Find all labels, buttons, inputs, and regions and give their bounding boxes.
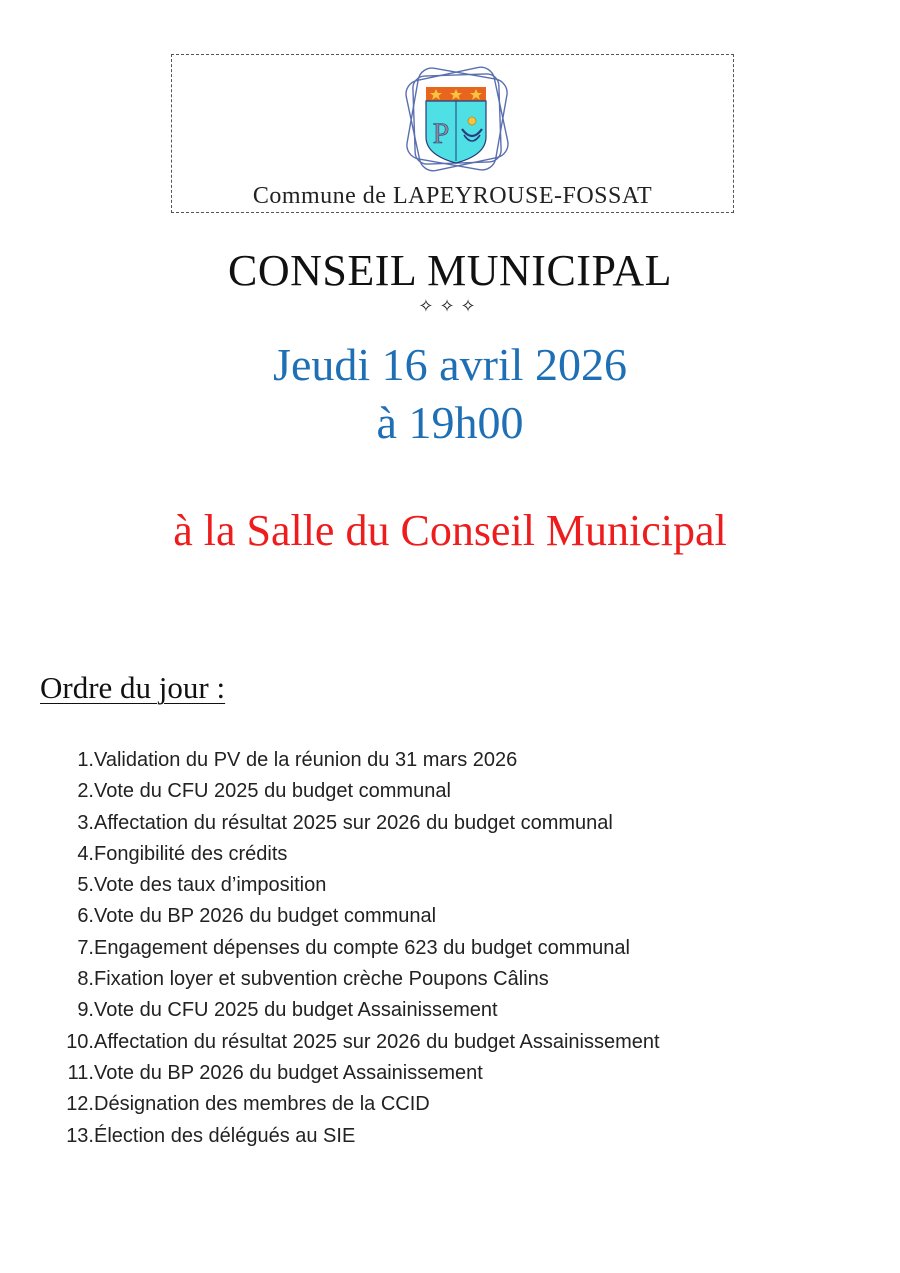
agenda-item-number: 6. xyxy=(77,905,94,928)
agenda-item-number: 11. xyxy=(67,1061,94,1084)
agenda-item xyxy=(60,901,660,932)
agenda-item-number: 8. xyxy=(77,968,94,991)
ornament-stars: ✧✧✧ xyxy=(418,296,482,317)
agenda-item-text: Vote du CFU 2025 du budget Assainissement xyxy=(94,999,498,1022)
agenda-item-number: 4. xyxy=(77,842,94,865)
logo-letter: P xyxy=(432,117,450,150)
agenda-item xyxy=(60,995,660,1026)
commune-name: Commune de LAPEYROUSE-FOSSAT xyxy=(252,183,653,209)
agenda-item-text: Vote des taux d’imposition xyxy=(94,874,327,897)
agenda-item xyxy=(60,808,660,839)
agenda-item-number: 2. xyxy=(77,780,94,803)
meeting-time: à 19h00 xyxy=(376,397,524,448)
agenda-item-text: Fongibilité des crédits xyxy=(94,842,288,865)
agenda-item-number: 10. xyxy=(66,1030,94,1053)
agenda-item xyxy=(60,964,660,995)
agenda-item-text: Engagement dépenses du compte 623 du budget communal xyxy=(94,936,630,959)
agenda-item-text: Fixation loyer et subvention crèche Poupons Câlins xyxy=(94,968,549,991)
agenda-item-number: 9. xyxy=(77,999,94,1022)
agenda-item-number: 5. xyxy=(77,874,94,897)
agenda-item-number: 1. xyxy=(77,749,94,771)
agenda-item-number: 12. xyxy=(66,1093,94,1116)
agenda-item-number: 13. xyxy=(66,1124,94,1147)
agenda-item xyxy=(60,1058,660,1089)
agenda-item-text: Validation du PV de la réunion du 31 mars 2026 xyxy=(94,749,518,771)
agenda-heading: Ordre du jour : xyxy=(40,670,226,705)
agenda-item-text: Vote du BP 2026 du budget communal xyxy=(94,905,437,928)
agenda-item xyxy=(60,745,660,776)
agenda-item-text: Vote du CFU 2025 du budget communal xyxy=(94,780,451,803)
commune-logo xyxy=(394,59,520,179)
agenda-item xyxy=(60,776,660,807)
meeting-location: à la Salle du Conseil Municipal xyxy=(173,506,727,555)
agenda-item xyxy=(60,1121,660,1152)
agenda-item-number: 3. xyxy=(77,811,94,834)
agenda-item-text: Affectation du résultat 2025 sur 2026 du budget communal xyxy=(94,811,613,834)
agenda-item-number: 7. xyxy=(77,936,94,959)
agenda-item xyxy=(60,1089,660,1120)
agenda-list xyxy=(60,745,660,1152)
agenda-item-text: Désignation des membres de la CCID xyxy=(94,1093,430,1116)
page-title: CONSEIL MUNICIPAL xyxy=(227,246,673,295)
header-box xyxy=(171,54,734,213)
agenda-item xyxy=(60,839,660,870)
agenda-item-text: Vote du BP 2026 du budget Assainissement xyxy=(94,1061,483,1084)
agenda-item-text: Élection des délégués au SIE xyxy=(94,1124,356,1147)
agenda-item xyxy=(60,870,660,901)
agenda-item xyxy=(60,933,660,964)
agenda-item-text: Affectation du résultat 2025 sur 2026 du budget Assainissement xyxy=(94,1030,660,1053)
agenda-item xyxy=(60,1027,660,1058)
meeting-date: Jeudi 16 avril 2026 xyxy=(273,339,627,390)
